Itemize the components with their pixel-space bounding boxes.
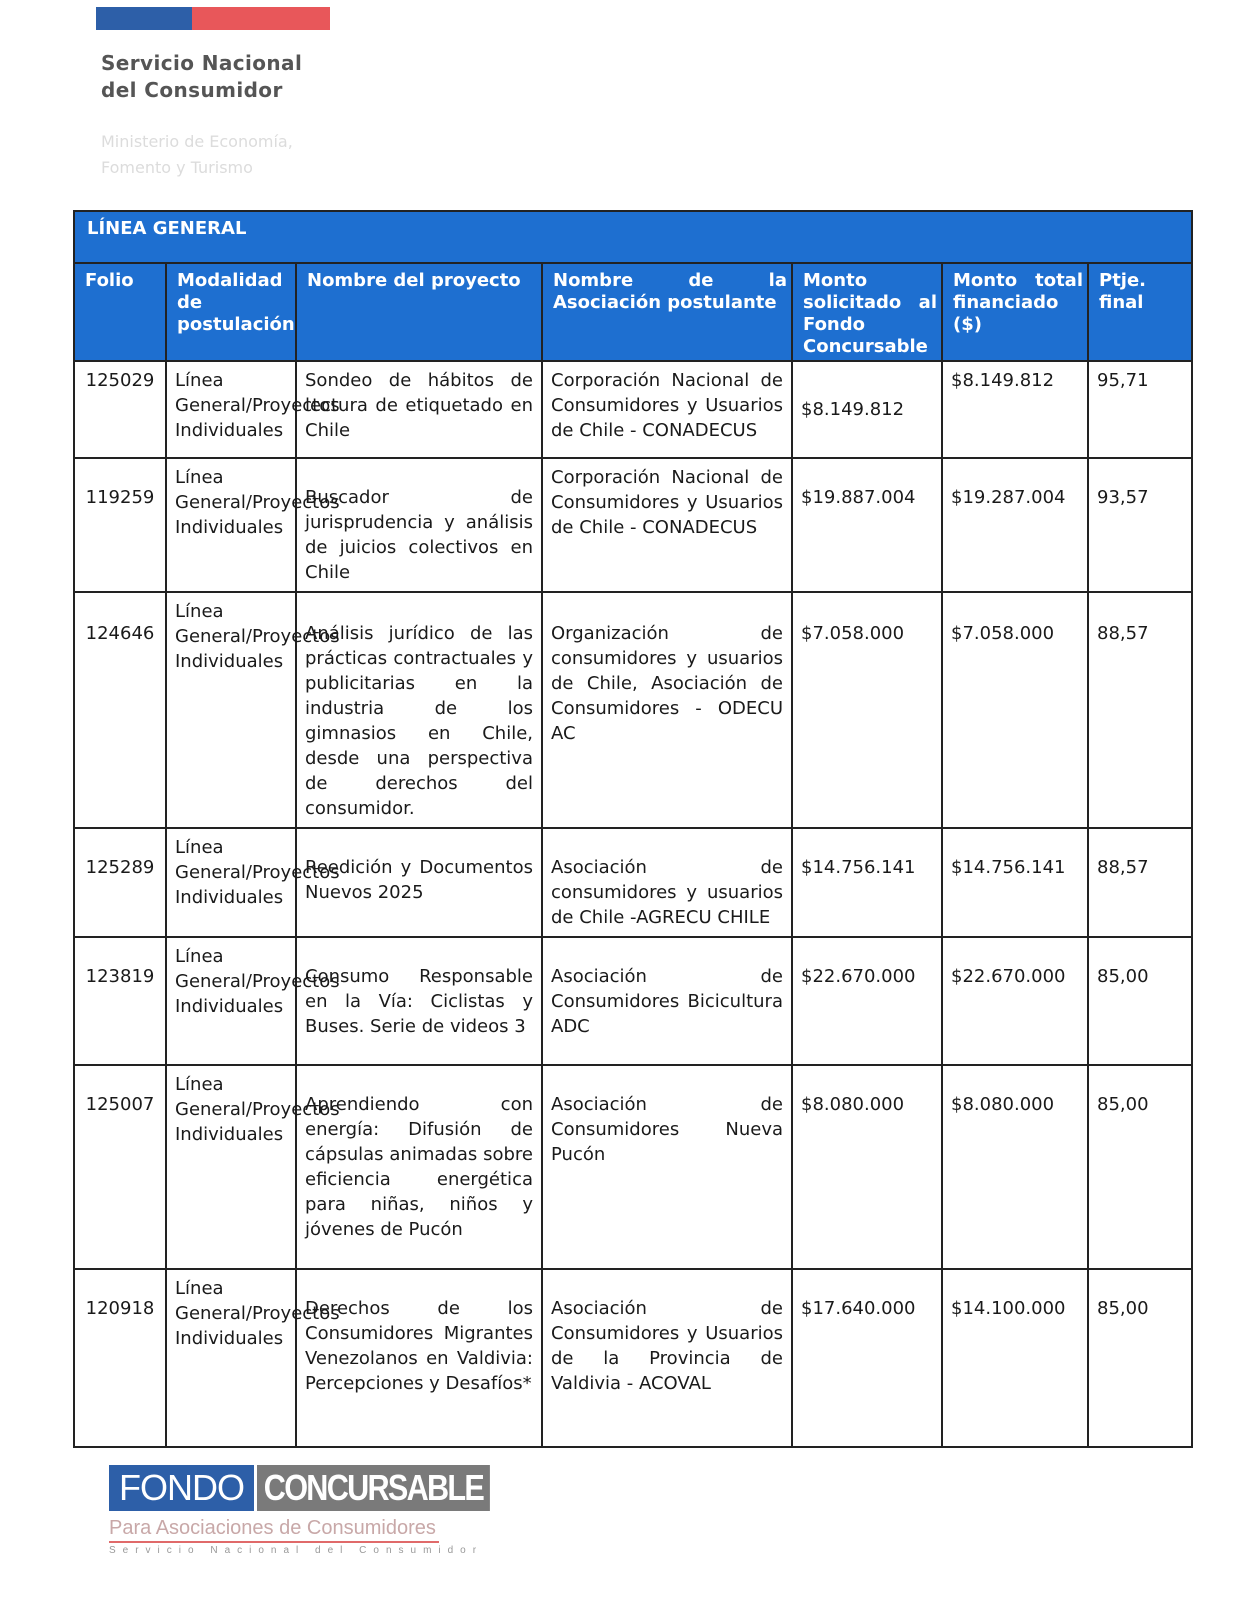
association-cell: Asociación de Consumidores Nueva Pucón bbox=[542, 1065, 792, 1269]
ministry-line-2: Fomento y Turismo bbox=[101, 158, 253, 177]
score-cell: 93,57 bbox=[1088, 458, 1192, 592]
score-cell: 88,57 bbox=[1088, 592, 1192, 828]
org-line-1: Servicio Nacional bbox=[101, 51, 303, 75]
score-cell: 85,00 bbox=[1088, 937, 1192, 1065]
folio-cell: 125289 bbox=[74, 828, 166, 937]
table-body bbox=[74, 361, 1192, 1447]
flag-blue-segment bbox=[96, 7, 192, 30]
column-header: Nombre de la Asociación postulante bbox=[542, 263, 792, 361]
modalidad-cell: Línea General/Proyectos Individuales bbox=[166, 458, 296, 592]
ministry-name bbox=[101, 129, 293, 181]
modalidad-cell: Línea General/Proyectos Individuales bbox=[166, 592, 296, 828]
score-cell: 85,00 bbox=[1088, 1065, 1192, 1269]
table-row bbox=[74, 592, 1192, 828]
association-cell: Asociación de Consumidores y Usuarios de la Provincia de Valdivia - ACOVAL bbox=[542, 1269, 792, 1447]
table-section-title: LÍNEA GENERAL bbox=[74, 211, 1192, 263]
fondo-concursable-logo bbox=[109, 1465, 484, 1556]
association-cell: Organización de consumidores y usuarios de Chile, Asociación de Consumidores - ODECU AC bbox=[542, 592, 792, 828]
modalidad-cell: Línea General/Proyectos Individuales bbox=[166, 828, 296, 937]
logo-small-text: Servicio Nacional del Consumidor bbox=[109, 1545, 484, 1556]
results-table bbox=[73, 210, 1193, 1448]
column-header: Folio bbox=[74, 263, 166, 361]
association-cell: Corporación Nacional de Consumidores y Usuarios de Chile - CONADECUS bbox=[542, 361, 792, 458]
column-header: Ptje. final bbox=[1088, 263, 1192, 361]
logo-word-concursable: CONCURSABLE bbox=[257, 1465, 490, 1511]
amount-financed-cell: $7.058.000 bbox=[942, 592, 1088, 828]
flag-red-segment bbox=[192, 7, 330, 30]
modalidad-cell: Línea General/Proyectos Individuales bbox=[166, 937, 296, 1065]
association-cell: Asociación de Consumidores Bicicultura ADC bbox=[542, 937, 792, 1065]
logo-tagline: Para Asociaciones de Consumidores bbox=[109, 1515, 439, 1543]
amount-requested-cell: $8.080.000 bbox=[792, 1065, 942, 1269]
project-name-cell: Buscador de jurisprudencia y análisis de juicios colectivos en Chile bbox=[296, 458, 542, 592]
amount-financed-cell: $14.756.141 bbox=[942, 828, 1088, 937]
amount-requested-cell: $7.058.000 bbox=[792, 592, 942, 828]
score-cell: 88,57 bbox=[1088, 828, 1192, 937]
table-row bbox=[74, 828, 1192, 937]
organization-name bbox=[101, 50, 302, 104]
project-name-cell: Análisis jurídico de las prácticas contractuales y publicitarias en la industria de los gimnasios en Chile, desde una perspectiva de derechos del consumidor. bbox=[296, 592, 542, 828]
score-cell: 85,00 bbox=[1088, 1269, 1192, 1447]
column-header: Nombre del proyecto bbox=[296, 263, 542, 361]
amount-requested-cell: $14.756.141 bbox=[792, 828, 942, 937]
amount-requested-cell: $19.887.004 bbox=[792, 458, 942, 592]
project-name-cell: Reedición y Documentos Nuevos 2025 bbox=[296, 828, 542, 937]
folio-cell: 119259 bbox=[74, 458, 166, 592]
government-flag-bar bbox=[96, 7, 330, 30]
amount-requested-cell: $8.149.812 bbox=[792, 361, 942, 458]
ministry-line-1: Ministerio de Economía, bbox=[101, 132, 293, 151]
amount-financed-cell: $19.287.004 bbox=[942, 458, 1088, 592]
amount-requested-cell: $22.670.000 bbox=[792, 937, 942, 1065]
association-cell: Corporación Nacional de Consumidores y Usuarios de Chile - CONADECUS bbox=[542, 458, 792, 592]
amount-financed-cell: $22.670.000 bbox=[942, 937, 1088, 1065]
modalidad-cell: Línea General/Proyectos Individuales bbox=[166, 1065, 296, 1269]
folio-cell: 120918 bbox=[74, 1269, 166, 1447]
folio-cell: 125029 bbox=[74, 361, 166, 458]
table-row bbox=[74, 1065, 1192, 1269]
amount-financed-cell: $8.149.812 bbox=[942, 361, 1088, 458]
folio-cell: 124646 bbox=[74, 592, 166, 828]
table-row bbox=[74, 361, 1192, 458]
amount-financed-cell: $14.100.000 bbox=[942, 1269, 1088, 1447]
org-line-2: del Consumidor bbox=[101, 78, 283, 102]
project-name-cell: Consumo Responsable en la Vía: Ciclistas y Buses. Serie de videos 3 bbox=[296, 937, 542, 1065]
column-header: Modalidad de postulación bbox=[166, 263, 296, 361]
project-name-cell: Derechos de los Consumidores Migrantes Venezolanos en Valdivia: Percepciones y Desafíos* bbox=[296, 1269, 542, 1447]
folio-cell: 123819 bbox=[74, 937, 166, 1065]
modalidad-cell: Línea General/Proyectos Individuales bbox=[166, 1269, 296, 1447]
column-header: Monto total financiado ($) bbox=[942, 263, 1088, 361]
table-row bbox=[74, 937, 1192, 1065]
table-row bbox=[74, 458, 1192, 592]
project-name-cell: Sondeo de hábitos de lectura de etiquetado en Chile bbox=[296, 361, 542, 458]
project-name-cell: Aprendiendo con energía: Difusión de cápsulas animadas sobre eficiencia energética para niñas, niños y jóvenes de Pucón bbox=[296, 1065, 542, 1269]
amount-requested-cell: $17.640.000 bbox=[792, 1269, 942, 1447]
amount-financed-cell: $8.080.000 bbox=[942, 1065, 1088, 1269]
table-row bbox=[74, 1269, 1192, 1447]
folio-cell: 125007 bbox=[74, 1065, 166, 1269]
column-header: Monto solicitado al Fondo Concursable bbox=[792, 263, 942, 361]
score-cell: 95,71 bbox=[1088, 361, 1192, 458]
association-cell: Asociación de consumidores y usuarios de Chile -AGRECU CHILE bbox=[542, 828, 792, 937]
modalidad-cell: Línea General/Proyectos Individuales bbox=[166, 361, 296, 458]
logo-word-fondo: FONDO bbox=[109, 1465, 254, 1511]
